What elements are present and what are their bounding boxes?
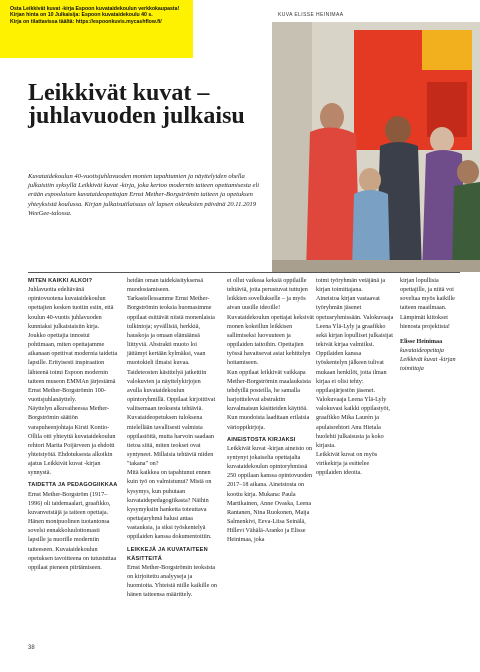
body-paragraph: Leikkivät kuvat -kirjan aineisto on syntynyt jokaiselta opettajalta kuvataidekoulun opintoryhmissä 250 oppilaan kanssa opintovuoden 2017–18 aikana. Aineistosta on koottu kirja. Mukana: Paula Martikainen, Anne Ovaska, Leena Rantanen, Nina Ruokonen, Maija Salmenkivi, Eeva-Liisa Seinälä, Hillevi Vähälä-Aranko ja Elisse Heinimaa, joka: [227, 445, 313, 544]
signature-role: Leikkivät kuvat -kirjan toimittaja: [400, 357, 456, 373]
group-photo-illustration: [272, 22, 480, 272]
info-line-2: Kirjan hinta on 10 Julkaisija: Espoon kuvataidekoulu 40 s.: [10, 12, 153, 19]
column-1: [28, 277, 118, 573]
body-paragraph: Ernst Mether-Borgström (1917–1996) oli taidemaalari, graafikko, kuvanveistäjä ja taiteen opettaja. Hänen monipuolinen tuotantonsa sovelsi ennakkoluulottomasti lapsille ja nuorille moderniin taiteeseen. Kuvataidekoulun opetuksen tavoitteena on tutustuttaa oppilaat pieneen piirtämiseen.: [28, 491, 117, 571]
body-paragraph: Ernst Mether-Borgströmin teoksista on kirjoitettu analyyseja ja huomioita. Yhteistä niille kaikille on hänen taiteensa määrittely.: [127, 564, 217, 599]
group-photo: [272, 22, 480, 272]
body-paragraph: Juhlavuotta edeltävänä opintovuotena kuvataidekoulun opettajien kesken tuotiin esiin, että koulun 40-vuotis juhlavuoden kunniaksi julkaistaisiin kirja. Joukko opettajia innostui pohtimaan, miten opettajamme aikanaan opettivat modernia taidetta lapsille. Erityisesti inspiraation lähteenä toimi Espoon modernin taiteen museon EMMAn järjestämä Ernst Mether-Borgströmin 100-vuotisjuhlanäyttely.: [28, 287, 118, 404]
body-paragraph: Tarkastellessamme Ernst Mether-Borgströmin teoksia huomasimme oppilaat esittävät niistä monenlaisia tulkintoja; syvällisiä, herkkiä, hauskoja ja omaan elämäänsä liittyviä. Abstrakti muoto loi jättämyt kertään kylmäksi, vaan muotokieli ilmaisi kuvaa.: [127, 296, 215, 367]
column-3: [227, 277, 317, 546]
section-heading: TAIDETTA JA PEDAGOGIIKKAA: [28, 482, 118, 489]
article-title: Leikkivät kuvat – juhlavuoden julkaisu: [28, 80, 245, 129]
body-paragraph: Kuvataideopetuksen tuloksena mielellään tavallisesti valmista oppilastöitä, mutta harvoin saadaan tietoa siitä, miten teokset ovat syntyneet. Millaisia tehtäviä niiden "takana" on?: [127, 415, 214, 468]
column-4: [316, 277, 394, 478]
info-line-1: Osta Leikkivät kuvat -kirja Espoon kuvataidekoulun verkkokaupasta!: [10, 6, 180, 12]
body-paragraph: Oppilaiden kanssa työskentelyn jälkeen tulivat mukaan henkilöt, joita ilman kirjaa ei olisi tehty: oppilasjärjestön jäsenet. Valokuvaaja Leena Ylä-Lyly valokuvasi kaikki oppilastyöt, graafikko Mika Laurén ja apulaisrehtori Anu Hietala huolehti julkaisusta ja koko kirjasta.: [316, 351, 390, 449]
section-heading: MITEN KAIKKI ALKOI?: [28, 278, 93, 284]
signature-role: kuvataideopettaja: [400, 348, 444, 355]
body-paragraph: Näyttelyn alkuvaiheessa Mether-Borgströmin säätiön varapuheenjohtaja Kirsti Kontio-Ollila otti yhteyttä kuvataidekoulun rehtori Marita Poijärveen ja ehdotti yhteistyötä. Ehdotuksesta alkoikin ajatus Leikkivät kuvat -kirjan synnystä.: [28, 406, 116, 477]
body-paragraph: Leikkivät kuvat on myös virikekirja ja esittelee oppilaiden ideoita.: [316, 451, 378, 477]
page-number: 38: [28, 645, 35, 651]
body-paragraph: Kun oppilaat leikkivät vaikkapa Mether-Borgströmin maalauksista tehdyillä posteilla, he samalla harjoittelevat abstraktin kuvalmaisun käsitteiden käyttöä. Kun muodoista laaditaan erilaisia värioppikirjoja.: [227, 369, 311, 431]
body-paragraph: Taideteosten käsittelyä jatkettiin valokuvien ja näyttelykirjojen avulla kuvataidekoulun opintoryhmillä. Oppilaat kirjoittivat valitsemaan teoksesta tehtäviä.: [127, 369, 216, 413]
section-heading: LEIKKEJÄ JA KUVATAITEEN KÄSITTEITÄ: [127, 546, 208, 562]
closing-line: Lämpimät kiitokset hienosta projektista!: [400, 314, 450, 330]
body-paragraph: toimi työryhmän vetäjänä ja kirjan toimittajana.: [316, 278, 386, 294]
body-paragraph: ei ollut vaikeaa keksiä oppilaille tehtäviä, joita perustuvat tuttujen leikkien sovellukselle – ja myös aivan uusille ideoille!: [227, 278, 308, 312]
section-heading: AINEISTOSTA KIRJAKSI: [227, 436, 296, 443]
divider: [28, 272, 460, 273]
body-paragraph: Mitä kaikkea on tapahtunut ennen kuin työ on valmistunut? Mistä on kysymys, kun puhutaan kuvataidepedagogiikasta? Näihin kysymyksiin hanketta toteuttava opettajaryhmä halusi antaa vastauksia, ja siksi työskentelyä oppilaiden kanssa dokumentoitiin.: [127, 470, 212, 541]
body-paragraph: heidän oman taidekäsityksensä muodostamiseen.: [127, 278, 204, 294]
body-paragraph: kirjan lopullisia opettajille, ja niitä voi soveltaa myös kaikille taiteen maailmaan.: [400, 278, 455, 312]
info-box: [0, 0, 193, 58]
column-2: [127, 277, 217, 600]
photo-credit: KUVA ELISSE HEINIMAA: [278, 12, 344, 18]
body-paragraph: Aineistoa kirjan vastaavat työryhmän jäsenet opetusryhmissään. Valokuvaaja Leena Ylä-Lyly ja graafikko sekä kirjan lopulliset julkaisijat tekivät kirjaa valmiiksi.: [316, 296, 394, 349]
column-5: [400, 277, 460, 375]
info-line-3: Kirja on tilattavissa täältä: https://espoonkuvis.mycashflow.fi/: [10, 18, 162, 25]
body-paragraph: Kuvataidekoulun opettajat keksivät monen kokeillun leikkisen sallimiseksi luovuuteen ja oppilaiden taitoihin. Opettajien työssä havaitsevat asiat kehittelyn hoitamiseen.: [227, 314, 314, 367]
signature-name: Elisse Heinimaa: [400, 338, 443, 345]
lead-paragraph: Kuvataidekoulun 40-vuotisjuhlavuoden monien tapahtumien ja näyttelyiden ohella julkaistiin syksyllä Leikkivät kuvat -kirja, joka kertoo modernin taiteen opettamisesta eli erään espoolaisen kuvataideopettajan Ernst Mether-Borgströmin taiteen ja opetuksen yhteyksistä koulussa. Kirjan julkaisutilaisuus oli lapsen oikeuksien päivänä 20.11.2019 WeeGee-talossa.: [28, 173, 260, 217]
